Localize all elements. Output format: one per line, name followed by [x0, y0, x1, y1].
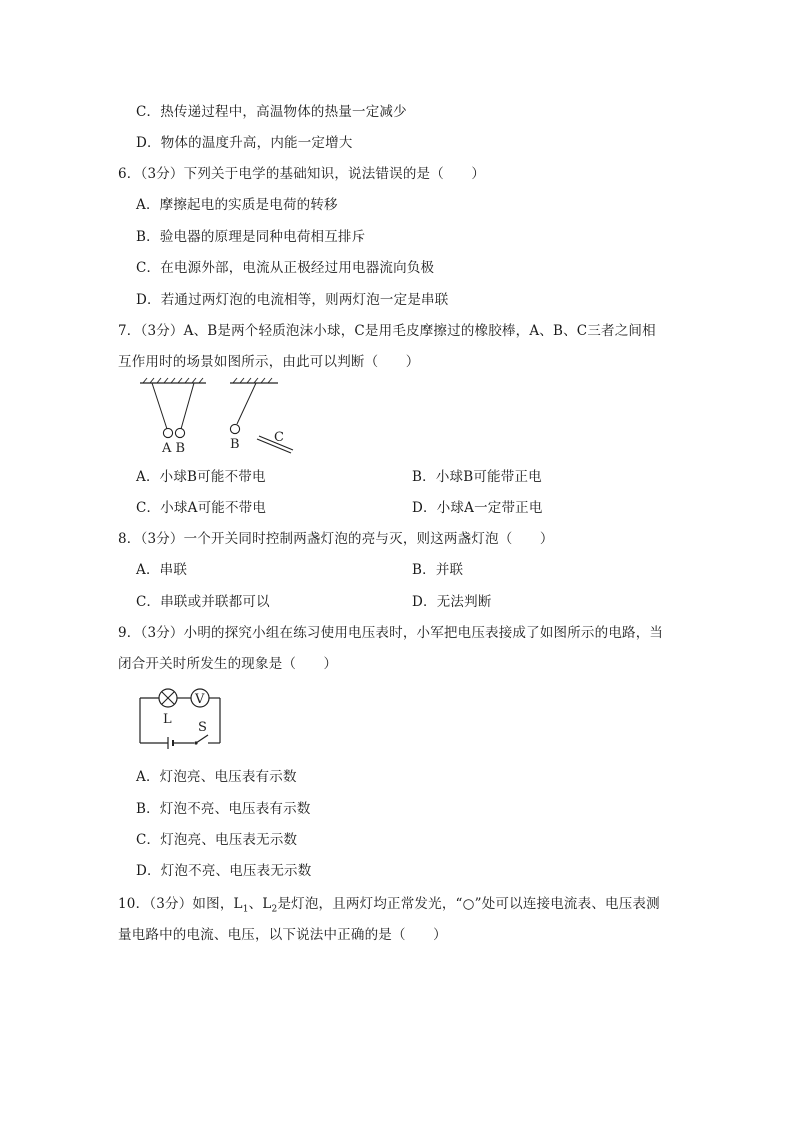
q9-stem-line2: 闭合开关时所发生的现象是（ ）: [118, 656, 338, 672]
q7-stem-line1: 7．（3分）A、B是两个轻质泡沫小球，C是用毛皮摩擦过的橡胶棒，A、B、C三者之间相: [118, 323, 656, 339]
lamp-label: L: [163, 712, 172, 727]
voltmeter-label: V: [195, 692, 205, 707]
thread-a: [152, 383, 167, 429]
q10-stem-line1: 10．（3分）如图，$L_1$、$L_2$是灯泡，且两灯均正常发光，“○”处可以连接电流表、电压表测: [118, 896, 660, 915]
label-ab: A B: [162, 441, 186, 456]
subscript-2: 2: [271, 904, 278, 915]
subscript-1: 1: [242, 904, 249, 915]
q8-option-c: C．串联或并联都可以: [136, 594, 270, 610]
q6-option-b: B．验电器的原理是同种电荷相互排斥: [136, 229, 366, 245]
ceiling-left-hatch: [143, 378, 203, 383]
q9-option-a: A．灯泡亮、电压表有示数: [136, 769, 297, 785]
label-c: C: [274, 430, 284, 445]
q6-option-d: D．若通过两灯泡的电流相等，则两灯泡一定是串联: [136, 292, 449, 308]
q10-stem-line2: 量电路中的电流、电压，以下说法中正确的是（ ）: [118, 927, 447, 943]
q7-option-a: A．小球B可能不带电: [136, 469, 266, 485]
q7-option-d: D．小球A一定带正电: [412, 500, 543, 516]
ball-b-deflected: [230, 424, 239, 433]
q9-circuit-diagram: [136, 683, 228, 749]
q7-option-b: B．小球B可能带正电: [412, 469, 542, 485]
q9-option-d: D．灯泡不亮、电压表无示数: [136, 863, 312, 879]
q7-option-c: C．小球A可能不带电: [136, 500, 267, 516]
q6-option-a: A．摩擦起电的实质是电荷的转移: [136, 197, 338, 213]
ball-a: [163, 428, 172, 437]
switch-blade: [196, 735, 208, 743]
q9-stem-line1: 9．（3分）小明的探究小组在练习使用电压表时，小军把电压表接成了如图所示的电路，当: [118, 625, 664, 641]
q8-option-b: B．并联: [412, 562, 464, 578]
q5-option-c: C．热传递过程中，高温物体的热量一定减少: [136, 104, 407, 120]
switch-label: S: [198, 720, 207, 735]
label-b: B: [230, 437, 240, 452]
q9-option-c: C．灯泡亮、电压表无示数: [136, 832, 298, 848]
ball-b: [175, 428, 184, 437]
q6-stem: 6．（3分）下列关于电学的基础知识，说法错误的是（ ）: [118, 166, 486, 182]
q7-stem-line2: 互作用时的场景如图所示，由此可以判断（ ）: [118, 354, 420, 370]
q8-option-d: D．无法判断: [412, 594, 492, 610]
thread-b: [181, 383, 194, 429]
ceiling-right-hatch: [233, 378, 272, 383]
q6-option-c: C．在电源外部，电流从正极经过用电器流向负极: [136, 260, 435, 276]
q7-pith-ball-figure: [138, 376, 308, 456]
thread-b-deflected: [237, 383, 256, 424]
q8-option-a: A．串联: [136, 562, 188, 578]
q8-stem: 8．（3分）一个开关同时控制两盏灯泡的亮与灭，则这两盏灯泡（ ）: [118, 531, 554, 547]
q5-option-d: D．物体的温度升高，内能一定增大: [136, 135, 353, 151]
q9-option-b: B．灯泡不亮、电压表有示数: [136, 801, 311, 817]
